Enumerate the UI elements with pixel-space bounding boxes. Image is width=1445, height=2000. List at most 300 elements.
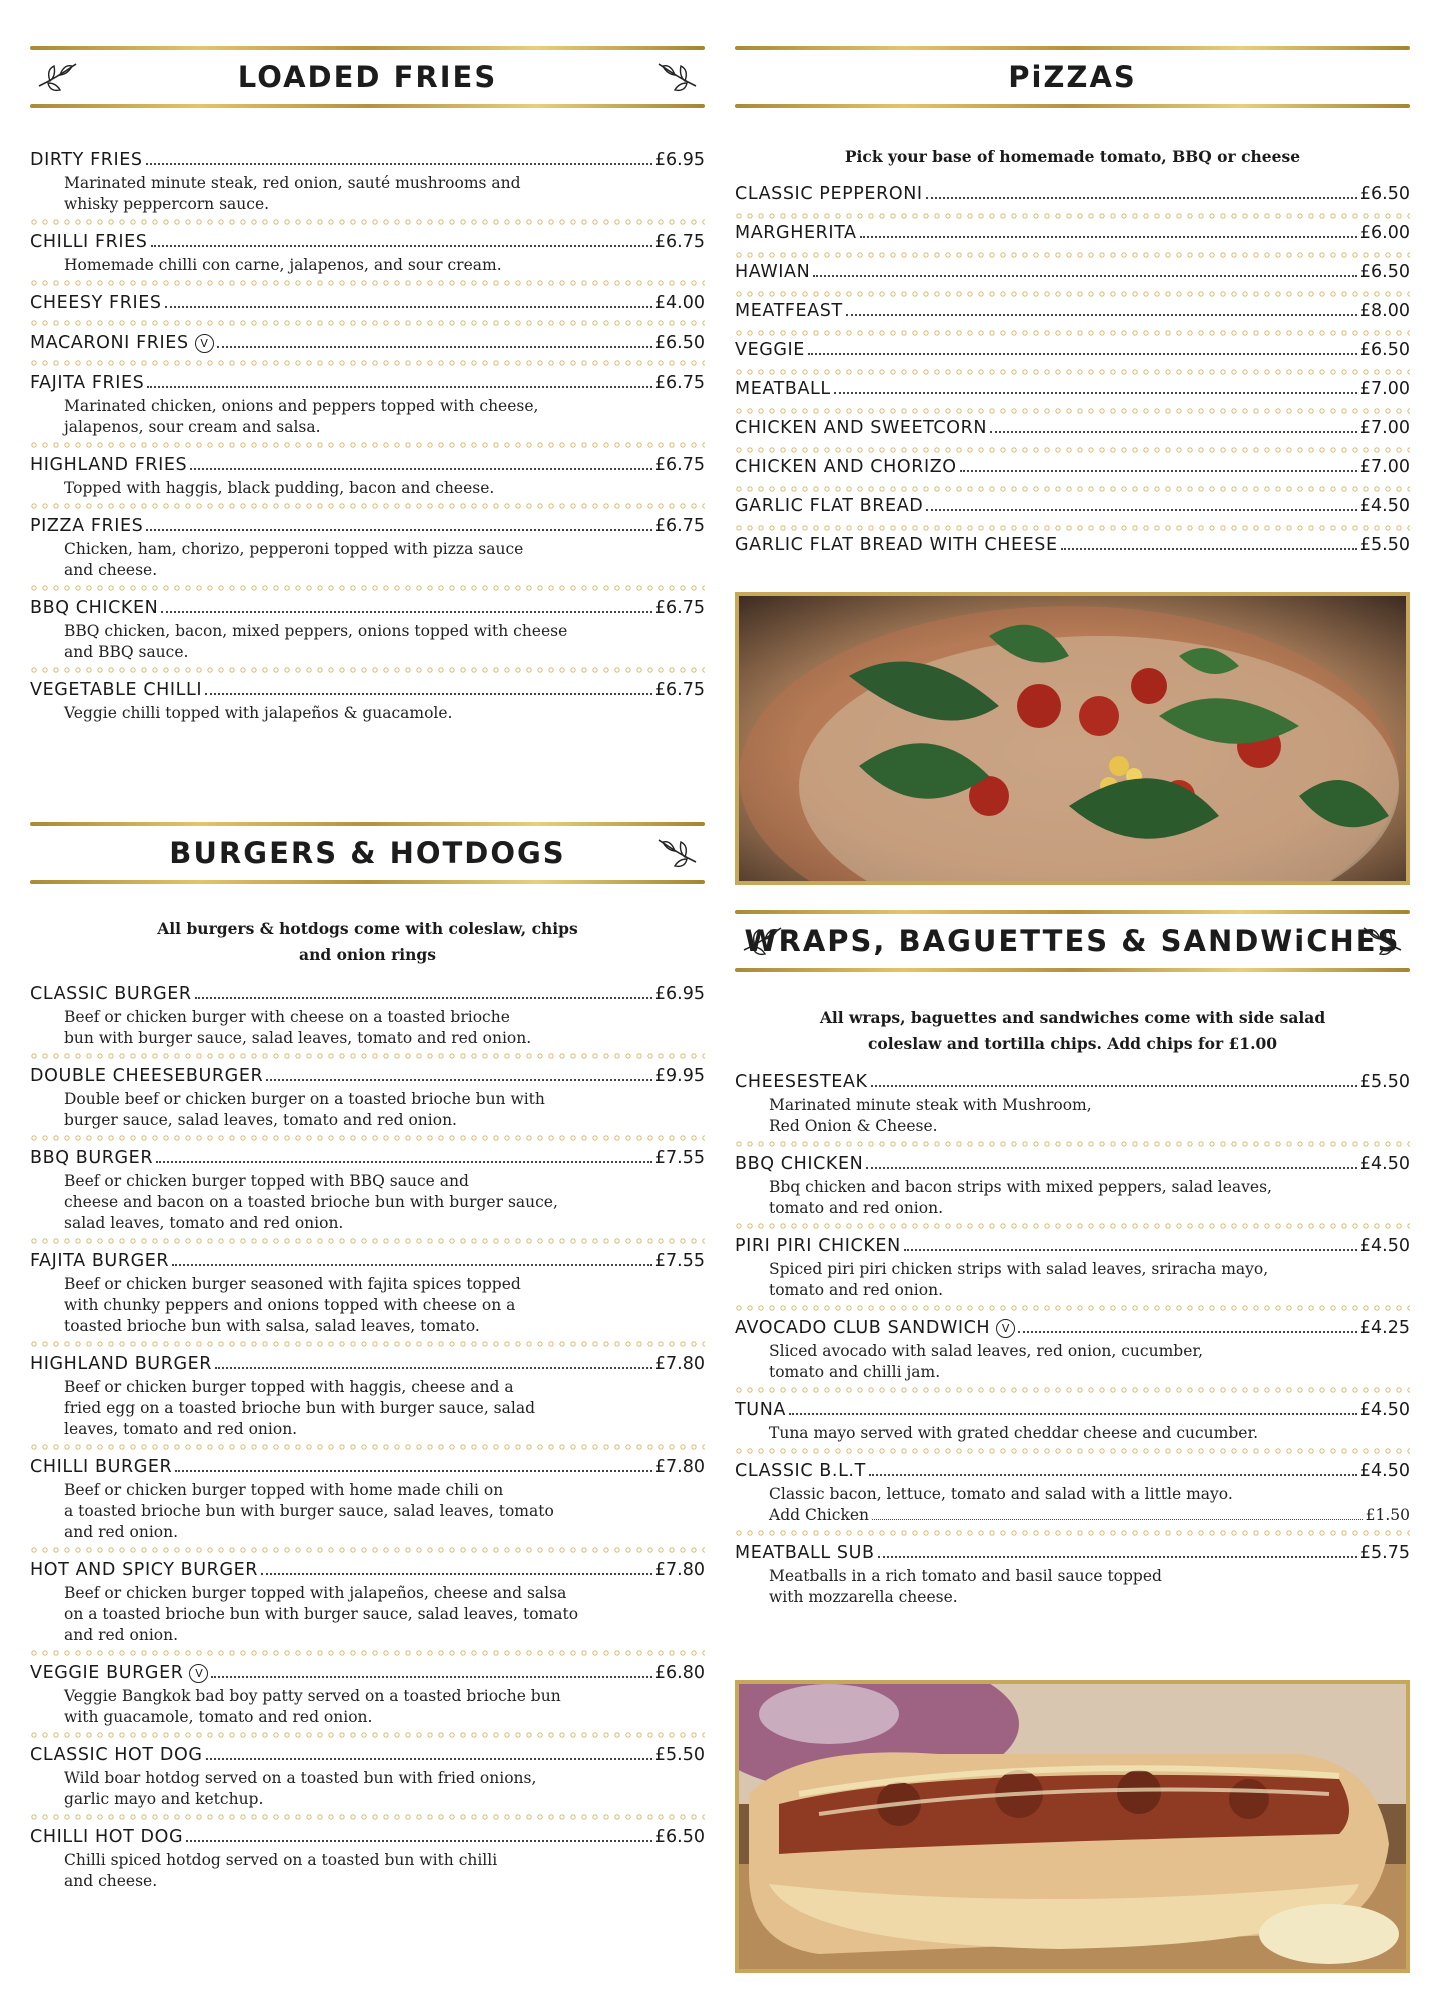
item-name-text: CLASSIC PEPPERONI [735, 184, 923, 204]
dot-leader [175, 1470, 652, 1472]
gold-rule [735, 968, 1410, 972]
item-price: £6.75 [654, 455, 705, 475]
pizzas-header [735, 46, 1410, 108]
dot-leader [872, 1519, 1363, 1520]
item-description: tomato and chilli jam. [769, 1363, 941, 1381]
item-name-text: DIRTY FRIES [30, 150, 143, 170]
item-name-text: VEGGIE [735, 340, 805, 360]
gold-dot-divider [30, 441, 705, 449]
dot-leader [190, 468, 652, 470]
item-description: garlic mayo and ketchup. [64, 1790, 264, 1808]
dot-leader [146, 529, 652, 531]
item-price: £6.50 [654, 333, 705, 353]
dot-leader [266, 1079, 652, 1081]
item-name [735, 223, 857, 243]
item-price: £5.50 [654, 1745, 705, 1765]
item-name [735, 262, 810, 282]
item-name [735, 379, 831, 399]
item-price: £7.80 [654, 1354, 705, 1374]
item-line [735, 1461, 1410, 1484]
item-price: £4.25 [1359, 1318, 1410, 1338]
menu-item [735, 379, 1410, 405]
item-name [735, 457, 957, 477]
gold-dot-divider [735, 329, 1410, 337]
dot-leader [834, 392, 1357, 394]
vegetarian-icon: V [195, 334, 214, 353]
item-price: £7.00 [1359, 418, 1410, 438]
item-description: cheese and bacon on a toasted brioche bun with burger sauce, [64, 1193, 558, 1211]
intro-line: All burgers & hotdogs come with coleslaw, chips [157, 919, 578, 938]
item-description: toasted brioche bun with salsa, salad leaves, tomato. [64, 1317, 480, 1335]
item-name-text: PIRI PIRI CHICKEN [735, 1236, 901, 1256]
dot-leader [172, 1264, 652, 1266]
dot-leader [165, 306, 652, 308]
item-line [30, 1251, 705, 1274]
menu-item [30, 984, 705, 1049]
gold-dot-divider [30, 1340, 705, 1348]
wraps-header [735, 910, 1410, 972]
item-name-text: MACARONI FRIES [30, 333, 189, 353]
item-description: with mozzarella cheese. [769, 1588, 958, 1606]
item-name-text: CHICKEN AND CHORIZO [735, 457, 957, 477]
item-line [735, 1236, 1410, 1259]
item-name [30, 1457, 172, 1477]
wraps-list [735, 1072, 1410, 1608]
item-name [30, 1827, 183, 1847]
item-line [735, 223, 1410, 249]
dot-leader [871, 1085, 1357, 1087]
item-price: £6.75 [654, 598, 705, 618]
dot-leader [866, 1167, 1357, 1169]
item-price: £7.00 [1359, 457, 1410, 477]
dot-leader [156, 1161, 652, 1163]
item-line [735, 1543, 1410, 1566]
menu-item [30, 516, 705, 581]
menu-item [735, 301, 1410, 327]
item-line [30, 1560, 705, 1583]
section-title: BURGERS & HOTDOGS [169, 836, 566, 870]
dot-leader [151, 245, 652, 247]
item-price: £4.50 [1359, 496, 1410, 516]
menu-item [30, 293, 705, 316]
menu-item [735, 184, 1410, 210]
item-name-text: GARLIC FLAT BREAD WITH CHEESE [735, 535, 1058, 555]
item-name [30, 1354, 212, 1374]
menu-item [735, 496, 1410, 522]
menu-item [735, 262, 1410, 288]
item-name-text: HAWIAN [735, 262, 811, 282]
dot-leader [813, 275, 1357, 277]
menu-item [30, 1148, 705, 1234]
dot-leader [205, 693, 652, 695]
menu-item [30, 1457, 705, 1543]
leaf-sprig-icon [657, 56, 699, 96]
item-description: Beef or chicken burger topped with haggis, cheese and a [64, 1378, 514, 1396]
item-name [735, 1072, 868, 1092]
item-name [735, 535, 1058, 555]
item-name [735, 418, 987, 438]
menu-item [30, 1663, 705, 1728]
gold-dot-divider [735, 1529, 1410, 1537]
pizza-photo [735, 592, 1410, 885]
dot-leader [990, 431, 1357, 433]
section-title: LOADED FRIES [237, 60, 498, 94]
item-name-text: CHILLI FRIES [30, 232, 148, 252]
item-name-text: HIGHLAND BURGER [30, 1354, 213, 1374]
item-description: Double beef or chicken burger on a toasted brioche bun with [64, 1090, 545, 1108]
gold-dot-divider [735, 1386, 1410, 1394]
item-line [735, 379, 1410, 405]
menu-item [735, 223, 1410, 249]
item-name [735, 340, 805, 360]
item-description: on a toasted brioche bun with burger sauce, salad leaves, tomato [64, 1605, 579, 1623]
dot-leader [1018, 1331, 1357, 1333]
item-price: £4.00 [654, 293, 705, 313]
item-name [30, 1663, 208, 1683]
gold-dot-divider [30, 1813, 705, 1821]
item-description: a toasted brioche bun with burger sauce, salad leaves, tomato [64, 1502, 554, 1520]
loaded-fries-header [30, 46, 705, 108]
gold-dot-divider [735, 485, 1410, 493]
item-name [30, 984, 192, 1004]
item-description: Beef or chicken burger seasoned with fajita spices topped [64, 1275, 521, 1293]
menu-item [735, 1400, 1410, 1444]
addon-label: Add Chicken [769, 1506, 869, 1524]
item-description: tomato and red onion. [769, 1281, 944, 1299]
item-name-text: CLASSIC BURGER [30, 984, 192, 1004]
item-description: and cheese. [64, 1872, 158, 1890]
item-name-text: MEATBALL SUB [735, 1543, 875, 1563]
item-price: £7.00 [1359, 379, 1410, 399]
item-name-text: VEGETABLE CHILLI [30, 680, 203, 700]
menu-item [735, 535, 1410, 561]
item-price: £4.50 [1359, 1154, 1410, 1174]
menu-item [30, 1354, 705, 1440]
item-name-text: FAJITA BURGER [30, 1251, 170, 1271]
item-name-text: MARGHERITA [735, 223, 857, 243]
loaded-fries-list [30, 150, 705, 724]
menu-item [735, 1236, 1410, 1301]
gold-rule [30, 104, 705, 108]
item-description: jalapenos, sour cream and salsa. [64, 418, 321, 436]
menu-item [30, 373, 705, 438]
item-name-text: MEATFEAST [735, 301, 843, 321]
pizzas-list [735, 184, 1410, 561]
dot-leader [904, 1249, 1357, 1251]
item-description: fried egg on a toasted brioche bun with burger sauce, salad [64, 1399, 535, 1417]
gold-dot-divider [30, 1443, 705, 1451]
item-description: Topped with haggis, black pudding, bacon and cheese. [64, 479, 495, 497]
item-name [30, 1560, 258, 1580]
dot-leader [206, 1758, 652, 1760]
menu-item [735, 1543, 1410, 1608]
item-name-text: DOUBLE CHEESEBURGER [30, 1066, 264, 1086]
menu-item [30, 680, 705, 724]
item-name [30, 1251, 169, 1271]
menu-item [30, 598, 705, 663]
item-name-text: CHEESY FRIES [30, 293, 162, 313]
item-price: £4.50 [1359, 1236, 1410, 1256]
item-description: Marinated minute steak, red onion, sauté mushrooms and [64, 174, 521, 192]
intro-line: coleslaw and tortilla chips. Add chips for £1.00 [867, 1034, 1278, 1053]
item-description: Meatballs in a rich tomato and basil sauce topped [769, 1567, 1162, 1585]
item-line [735, 1400, 1410, 1423]
item-line [30, 1354, 705, 1377]
item-description: salad leaves, tomato and red onion. [64, 1214, 344, 1232]
dot-leader [261, 1573, 652, 1575]
item-name [30, 232, 148, 252]
item-name [735, 1400, 786, 1420]
item-price: £8.00 [1359, 301, 1410, 321]
menu-item [735, 1461, 1410, 1526]
dot-leader [926, 509, 1357, 511]
vegetarian-icon: V [996, 1319, 1015, 1338]
menu-item [30, 1827, 705, 1892]
item-description: Beef or chicken burger topped with home made chili on [64, 1481, 504, 1499]
item-name-text: MEATBALL [735, 379, 831, 399]
dot-leader [186, 1840, 652, 1842]
item-description: Tuna mayo served with grated cheddar cheese and cucumber. [769, 1424, 1259, 1442]
gold-dot-divider [30, 584, 705, 592]
item-name [735, 301, 843, 321]
item-line [30, 1745, 705, 1768]
item-description: Marinated chicken, onions and peppers topped with cheese, [64, 397, 539, 415]
menu-item [735, 1318, 1410, 1383]
item-description: burger sauce, salad leaves, tomato and red onion. [64, 1111, 457, 1129]
menu-item [30, 232, 705, 276]
gold-dot-divider [30, 319, 705, 327]
item-description: leaves, tomato and red onion. [64, 1420, 298, 1438]
gold-rule [30, 822, 705, 826]
item-name-text: VEGGIE BURGER [30, 1663, 184, 1683]
item-price: £6.50 [1359, 262, 1410, 282]
gold-dot-divider [735, 1447, 1410, 1455]
dot-leader [161, 611, 652, 613]
menu-item [30, 1251, 705, 1337]
item-name [735, 1236, 901, 1256]
item-price: £7.55 [654, 1251, 705, 1271]
menu-item [30, 1745, 705, 1810]
dot-leader [195, 997, 652, 999]
section-title: PiZZAS [1008, 60, 1137, 94]
item-description: and cheese. [64, 561, 158, 579]
item-name [30, 333, 214, 353]
gold-rule [735, 46, 1410, 50]
item-description: Bbq chicken and bacon strips with mixed peppers, salad leaves, [769, 1178, 1272, 1196]
item-name-text: AVOCADO CLUB SANDWICH [735, 1318, 991, 1338]
item-description: whisky peppercorn sauce. [64, 195, 270, 213]
item-price: £6.75 [654, 680, 705, 700]
item-price: £7.80 [654, 1457, 705, 1477]
item-addon [735, 1505, 1410, 1526]
item-description: tomato and red onion. [769, 1199, 944, 1217]
item-name [30, 373, 144, 393]
dot-leader [860, 236, 1357, 238]
item-name-text: PIZZA FRIES [30, 516, 144, 536]
item-name-text: CHICKEN AND SWEETCORN [735, 418, 988, 438]
menu-item [735, 1072, 1410, 1137]
item-name [30, 516, 143, 536]
item-name [735, 1543, 875, 1563]
item-description: Classic bacon, lettuce, tomato and salad with a little mayo. [769, 1485, 1233, 1503]
item-description: Beef or chicken burger topped with jalapeños, cheese and salsa [64, 1584, 567, 1602]
item-price: £9.95 [654, 1066, 705, 1086]
gold-rule [735, 910, 1410, 914]
dot-leader [846, 314, 1357, 316]
intro-line: All wraps, baguettes and sandwiches come with side salad [819, 1008, 1326, 1027]
menu-item [30, 150, 705, 215]
item-price: £7.55 [654, 1148, 705, 1168]
menu-item [30, 333, 705, 356]
item-price: £6.95 [654, 984, 705, 1004]
gold-dot-divider [30, 279, 705, 287]
item-name-text: TUNA [735, 1400, 786, 1420]
item-price: £6.50 [1359, 184, 1410, 204]
item-price: £4.50 [1359, 1461, 1410, 1481]
item-line [30, 598, 705, 621]
gold-dot-divider [30, 1546, 705, 1554]
item-name-text: FAJITA FRIES [30, 373, 145, 393]
item-description: with chunky peppers and onions topped with cheese on a [64, 1296, 516, 1314]
item-line [30, 455, 705, 478]
gold-dot-divider [735, 1304, 1410, 1312]
item-name-text: CHILLI HOT DOG [30, 1827, 184, 1847]
gold-dot-divider [30, 666, 705, 674]
section-title: WRAPS, BAGUETTES & SANDWiCHES [744, 924, 1401, 958]
dot-leader [217, 346, 652, 348]
item-line [30, 1066, 705, 1089]
gold-dot-divider [30, 218, 705, 226]
dot-leader [878, 1556, 1357, 1558]
gold-dot-divider [735, 446, 1410, 454]
dot-leader [147, 386, 652, 388]
item-description: bun with burger sauce, salad leaves, tomato and red onion. [64, 1029, 532, 1047]
menu-item [735, 418, 1410, 444]
item-price: £6.95 [654, 150, 705, 170]
item-description: and red onion. [64, 1523, 179, 1541]
item-price: £6.50 [1359, 340, 1410, 360]
item-name-text: CLASSIC B.L.T [735, 1461, 866, 1481]
item-description: Marinated minute steak with Mushroom, [769, 1096, 1092, 1114]
gold-dot-divider [735, 212, 1410, 220]
item-line [30, 1457, 705, 1480]
gold-dot-divider [735, 1140, 1410, 1148]
item-line [735, 496, 1410, 522]
item-price: £6.75 [654, 232, 705, 252]
item-line [735, 457, 1410, 483]
item-name [30, 1066, 263, 1086]
item-line [735, 1154, 1410, 1177]
gold-dot-divider [30, 1134, 705, 1142]
addon-price: £1.50 [1365, 1506, 1410, 1524]
item-description: Red Onion & Cheese. [769, 1117, 938, 1135]
item-line [30, 1148, 705, 1171]
dot-leader [215, 1367, 652, 1369]
dot-leader [146, 163, 652, 165]
item-line [30, 373, 705, 396]
item-name [30, 150, 143, 170]
item-line [735, 535, 1410, 561]
item-price: £4.50 [1359, 1400, 1410, 1420]
burgers-list [30, 984, 705, 1892]
dot-leader [1061, 548, 1357, 550]
gold-dot-divider [735, 524, 1410, 532]
dot-leader [960, 470, 1357, 472]
item-line [735, 340, 1410, 366]
item-line [30, 293, 705, 316]
menu-item [30, 455, 705, 499]
item-name [735, 496, 923, 516]
item-line [735, 1072, 1410, 1095]
item-price: £5.50 [1359, 535, 1410, 555]
leaf-sprig-icon [1362, 920, 1404, 960]
gold-dot-divider [735, 290, 1410, 298]
item-name-text: BBQ BURGER [30, 1148, 154, 1168]
dot-leader [926, 197, 1357, 199]
item-name-text: CLASSIC HOT DOG [30, 1745, 203, 1765]
item-description: BBQ chicken, bacon, mixed peppers, onions topped with cheese [64, 622, 568, 640]
item-line [30, 232, 705, 255]
item-name-text: BBQ CHICKEN [735, 1154, 864, 1174]
menu-item [735, 457, 1410, 483]
pizzas-intro: Pick your base of homemade tomato, BBQ or cheese [844, 147, 1301, 166]
item-name [30, 293, 162, 313]
item-price: £7.80 [654, 1560, 705, 1580]
gold-dot-divider [30, 1052, 705, 1060]
burgers-intro [30, 916, 705, 968]
item-description: Wild boar hotdog served on a toasted bun with fried onions, [64, 1769, 537, 1787]
gold-dot-divider [30, 1731, 705, 1739]
menu-item [30, 1560, 705, 1646]
item-name [735, 1154, 863, 1174]
item-name [735, 1461, 866, 1481]
item-line [30, 1827, 705, 1850]
item-description: Sliced avocado with salad leaves, red onion, cucumber, [769, 1342, 1204, 1360]
item-name [30, 680, 202, 700]
item-name [30, 1745, 203, 1765]
dot-leader [211, 1676, 651, 1678]
item-description: with guacamole, tomato and red onion. [64, 1708, 373, 1726]
vegetarian-icon: V [189, 1664, 208, 1683]
gold-rule [735, 104, 1410, 108]
wraps-intro [735, 1005, 1410, 1057]
item-name-text: BBQ CHICKEN [30, 598, 159, 618]
item-name [30, 598, 158, 618]
dot-leader [869, 1474, 1357, 1476]
item-price: £5.75 [1359, 1543, 1410, 1563]
item-line [30, 150, 705, 173]
dot-leader [808, 353, 1357, 355]
meatball-sub-photo [735, 1680, 1410, 1973]
item-name-text: CHEESESTEAK [735, 1072, 868, 1092]
item-name-text: CHILLI BURGER [30, 1457, 173, 1477]
item-name [30, 455, 187, 475]
gold-dot-divider [30, 1237, 705, 1245]
item-description: Beef or chicken burger with cheese on a toasted brioche [64, 1008, 510, 1026]
gold-rule [30, 880, 705, 884]
gold-dot-divider [30, 359, 705, 367]
item-line [735, 262, 1410, 288]
burgers-header [30, 822, 705, 884]
item-price: £5.50 [1359, 1072, 1410, 1092]
item-line [735, 1318, 1410, 1341]
item-description: and BBQ sauce. [64, 643, 189, 661]
item-description: Beef or chicken burger topped with BBQ sauce and [64, 1172, 469, 1190]
gold-dot-divider [30, 1649, 705, 1657]
gold-dot-divider [735, 407, 1410, 415]
item-line [30, 1663, 705, 1686]
item-line [30, 516, 705, 539]
